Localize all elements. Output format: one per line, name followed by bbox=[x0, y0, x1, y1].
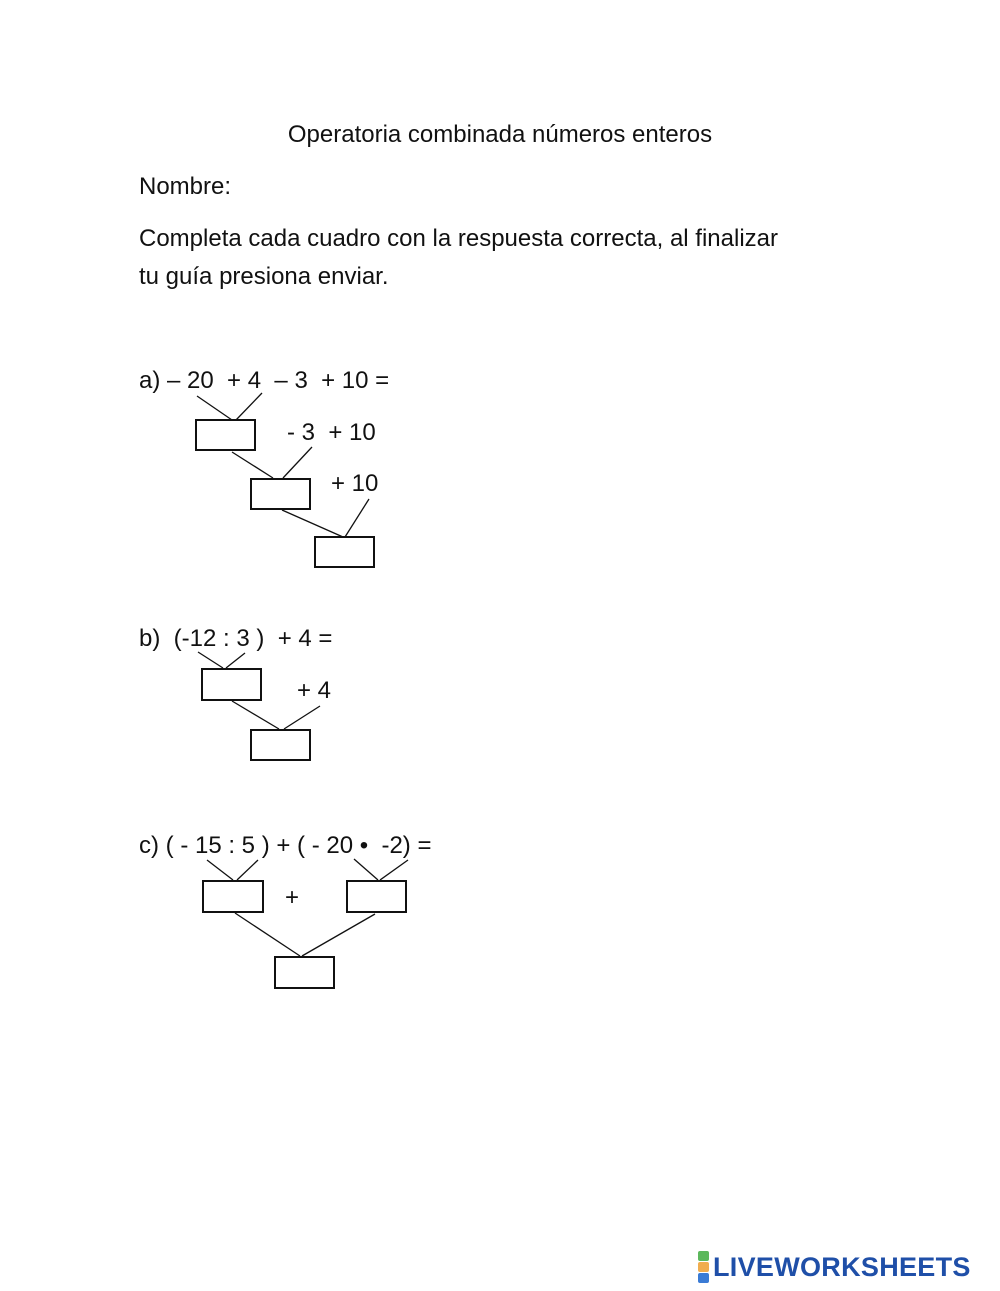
logo-mark-block-3 bbox=[698, 1273, 709, 1283]
line-a2-left bbox=[232, 452, 273, 478]
line-c1-right bbox=[237, 860, 258, 880]
exercise-c-operator: + bbox=[285, 884, 300, 911]
line-b2-left bbox=[232, 701, 279, 729]
liveworksheets-logo bbox=[698, 1250, 971, 1284]
worksheet-title: Operatoria combinada números enteros bbox=[287, 121, 713, 148]
exercise-a-step2-rest: + 10 bbox=[331, 470, 379, 497]
answer-box-b2[interactable] bbox=[250, 729, 311, 761]
exercise-c-expression: c) ( - 15 : 5 ) + ( - 20 • -2) = bbox=[139, 832, 432, 859]
answer-box-a1[interactable] bbox=[195, 419, 256, 451]
logo-mark-icon bbox=[698, 1251, 709, 1283]
name-label: Nombre: bbox=[139, 173, 232, 200]
line-b1-right bbox=[226, 653, 245, 668]
line-c1-left bbox=[207, 860, 233, 880]
logo-mark-block-1 bbox=[698, 1251, 709, 1261]
line-c2-left bbox=[354, 859, 378, 880]
line-a2-right bbox=[283, 447, 312, 478]
answer-box-c3[interactable] bbox=[274, 956, 335, 989]
answer-box-c2[interactable] bbox=[346, 880, 407, 913]
answer-box-b1[interactable] bbox=[201, 668, 262, 701]
line-c2-right bbox=[380, 860, 408, 880]
logo-text: LIVEWORKSHEETS bbox=[713, 1251, 971, 1282]
line-b2-right bbox=[284, 706, 320, 729]
logo-mark-block-2 bbox=[698, 1262, 709, 1272]
exercise-a-step1-rest: - 3 + 10 bbox=[287, 419, 376, 446]
line-a1-right bbox=[236, 393, 262, 420]
instructions-line-1: Completa cada cuadro con la respuesta correcta, al finalizar bbox=[139, 225, 778, 252]
line-a1-left bbox=[197, 396, 232, 420]
instructions-line-2: tu guía presiona enviar. bbox=[139, 263, 389, 290]
answer-box-a2[interactable] bbox=[250, 478, 311, 510]
exercise-b-step1-rest: + 4 bbox=[297, 677, 332, 704]
line-b1-left bbox=[198, 652, 223, 668]
line-c3-right bbox=[302, 914, 375, 956]
exercise-b-expression: b) (-12 : 3 ) + 4 = bbox=[139, 625, 333, 652]
exercise-a-expression: a) – 20 + 4 – 3 + 10 = bbox=[139, 367, 390, 394]
line-a3-left bbox=[282, 510, 343, 537]
answer-box-c1[interactable] bbox=[202, 880, 264, 913]
line-a3-right bbox=[345, 499, 369, 537]
answer-box-a3[interactable] bbox=[314, 536, 375, 568]
line-c3-left bbox=[235, 913, 300, 956]
